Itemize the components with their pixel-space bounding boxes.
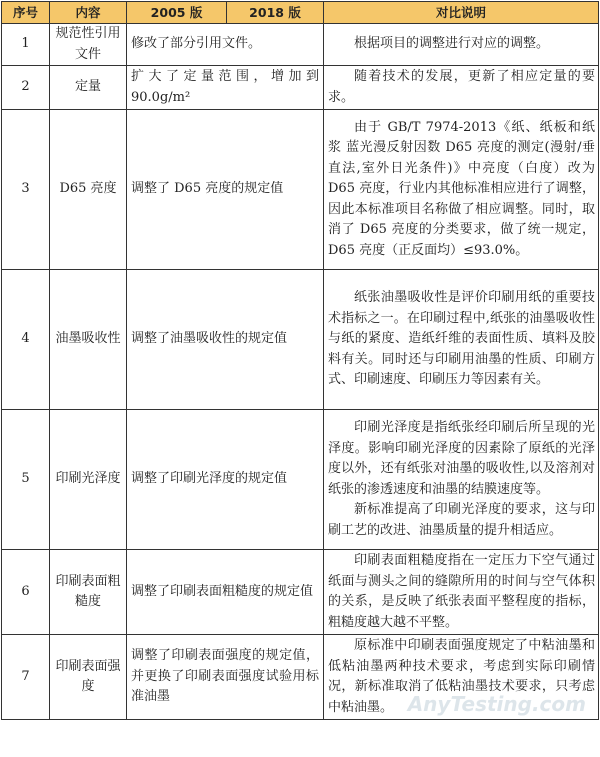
desc-paragraph: 随着技术的发展，更新了相应定量的要求。 <box>328 69 595 105</box>
row-change: 修改了部分引用文件。 <box>127 24 324 66</box>
row-change: 扩大了定量范围，增加到90.0g/m² <box>127 66 324 110</box>
header-seq: 序号 <box>2 2 50 24</box>
row-item: D65 亮度 <box>50 110 127 270</box>
desc-paragraph: 根据项目的调整进行对应的调整。 <box>354 36 550 52</box>
row-change: 调整了印刷表面粗糙度的规定值 <box>127 550 324 635</box>
row-desc <box>324 66 599 110</box>
table-row <box>2 550 599 635</box>
row-change: 调整了印刷表面强度的规定值，并更换了印刷表面强度试验用标准油墨 <box>127 635 324 720</box>
row-seq: 2 <box>2 66 50 110</box>
desc-paragraph: 纸张油墨吸收性是评价印刷用纸的重要技术指标之一。在印刷过程中,纸张的油墨吸收性与纸的紧度、造纸纤维的表面性质、填料及胶料有关。同时还与印刷用油墨的性质、印刷方式、印刷速度、印刷压力等因素有关。 <box>328 290 595 388</box>
row-item: 印刷表面强度 <box>50 635 127 720</box>
row-seq: 6 <box>2 550 50 635</box>
desc-paragraph: 印刷光泽度是指纸张经印刷后所呈现的光泽度。影响印刷光泽度的因素除了原纸的光泽度以外，还有纸张对油墨的吸收性,以及溶剂对纸张的渗透速度和油墨的结膜速度等。 <box>328 420 595 497</box>
row-desc <box>324 24 599 66</box>
row-item: 印刷光泽度 <box>50 410 127 550</box>
table-row <box>2 24 599 66</box>
row-item: 定量 <box>50 66 127 110</box>
row-desc <box>324 270 599 410</box>
row-seq: 3 <box>2 110 50 270</box>
header-2005: 2005 版 <box>127 2 227 24</box>
header-item: 内容 <box>50 2 127 24</box>
row-seq: 5 <box>2 410 50 550</box>
row-item: 印刷表面粗糙度 <box>50 550 127 635</box>
watermark: AnyTesting.com <box>407 692 586 716</box>
comparison-table <box>1 1 599 720</box>
row-change: 调整了印刷光泽度的规定值 <box>127 410 324 550</box>
row-seq: 4 <box>2 270 50 410</box>
row-desc <box>324 550 599 635</box>
row-item: 规范性引用文件 <box>50 24 127 66</box>
table-row <box>2 270 599 410</box>
desc-paragraph: 印刷表面粗糙度指在一定压力下空气通过纸面与测头之间的缝隙所用的时间与空气体积的关系，是反映了纸张表面平整程度的指标，粗糙度越大越不平整。 <box>328 553 595 630</box>
table-row <box>2 110 599 270</box>
desc-paragraph: 由于 GB/T 7974-2013《纸、纸板和纸浆 蓝光漫反射因数 D65 亮度的测定(漫射/垂直法,室外日光条件)》中亮度（白度）改为 D65 亮度，行业内其他标准相应进行了调整，因此本标准项目名称做了相应调整。同时，取消了 D65 亮度的分类要求，做了统一规定，D65 亮度（正反面均）≤93.0%。 <box>328 119 595 258</box>
desc-paragraph: 原标准中印刷表面强度规定了中粘油墨和低粘油墨两种技术要求，考虑到实际印刷情况，新标准取消了低粘油墨技术要求，只考虑中粘油墨。 <box>328 638 595 715</box>
row-desc <box>324 410 599 550</box>
row-item: 油墨吸收性 <box>50 270 127 410</box>
row-change: 调整了 D65 亮度的规定值 <box>127 110 324 270</box>
header-desc: 对比说明 <box>324 2 599 24</box>
table-row <box>2 66 599 110</box>
row-desc <box>324 110 599 270</box>
table-row <box>2 410 599 550</box>
row-change: 调整了油墨吸收性的规定值 <box>127 270 324 410</box>
row-seq: 7 <box>2 635 50 720</box>
desc-paragraph: 新标准提高了印刷光泽度的要求，这与印刷工艺的改进、油墨质量的提升相适应。 <box>328 502 595 538</box>
header-2018: 2018 版 <box>227 2 324 24</box>
header-row <box>2 2 599 24</box>
row-seq: 1 <box>2 24 50 66</box>
